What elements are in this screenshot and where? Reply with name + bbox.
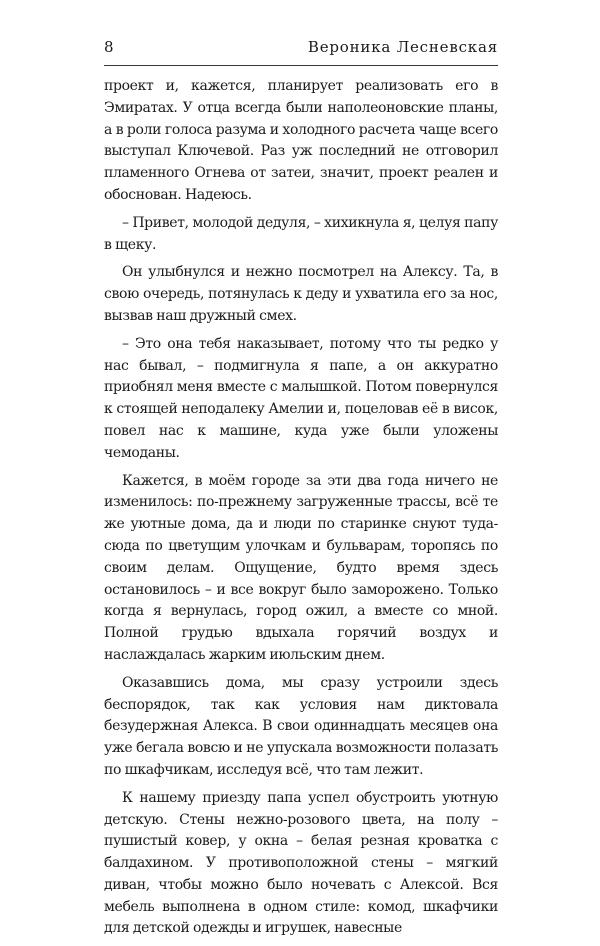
paragraph: Кажется, в моём городе за эти два года ничего не изменилось: по-прежнему загруженные трассы, всё те же уютные дома, да и люди по старинке снуют туда-сюда по цветущим улочкам и бульварам, торопясь по своим делам. Ощущение, будто время здесь остановилось – и все вокруг было заморожено. Только когда я вернулась, город ожил, а вместе со мной. Полной грудью вдыхала горячий воздух и наслаждалась жарким июльским днем. <box>104 472 498 663</box>
page-header <box>104 26 498 66</box>
paragraph: – Это она тебя наказывает, потому что ты редко у нас бывал, – подмигнула я папе, а он аккуратно приобнял меня вместе с малышкой. Потом повернулся к стоящей неподалеку Амелии и, поцеловав её в висок, повел нас к машине, куда уже были уложены чемоданы. <box>104 335 498 461</box>
paragraph: К нашему приезду папа успел обустроить уютную детскую. Стены нежно-розового цвета, на полу – пушистый ковер, у окна – белая резная кроватка с балдахином. У противоположной стены – мягкий диван, чтобы можно было ночевать с Алексой. Вся мебель выполнена в одном стиле: комод, шкафчики для детской одежды и игрушек, навесные <box>104 789 498 937</box>
paragraph: Он улыбнулся и нежно посмотрел на Алексу. Та, в свою очередь, потянулась к деду и ухватила его за нос, вызвав наш дружный смех. <box>104 264 498 324</box>
paragraph: – Привет, молодой дедуля, – хихикнула я, целуя папу в щеку. <box>104 214 498 253</box>
body-text <box>104 76 498 946</box>
paragraph: проект и, кажется, планирует реализовать его в Эмиратах. У отца всегда были наполеоновские планы, а в роли голоса разума и холодного расчета чаще всего выступал Ключевой. Раз уж последний не отговорил пламенного Огнева от затеи, значит, проект реален и обоснован. Надеюсь. <box>104 78 498 203</box>
header-rule <box>104 65 498 66</box>
paragraph: Оказавшись дома, мы сразу устроили здесь беспорядок, так как условия нам диктовала безудержная Алекса. В свои одиннадцать месяцев она уже бегала вовсю и не упускала возможности полазать по шкафчикам, исследуя всё, что там лежит. <box>104 674 498 778</box>
page-number: 8 <box>104 38 114 56</box>
running-head-author: Вероника Лесневская <box>307 38 498 56</box>
